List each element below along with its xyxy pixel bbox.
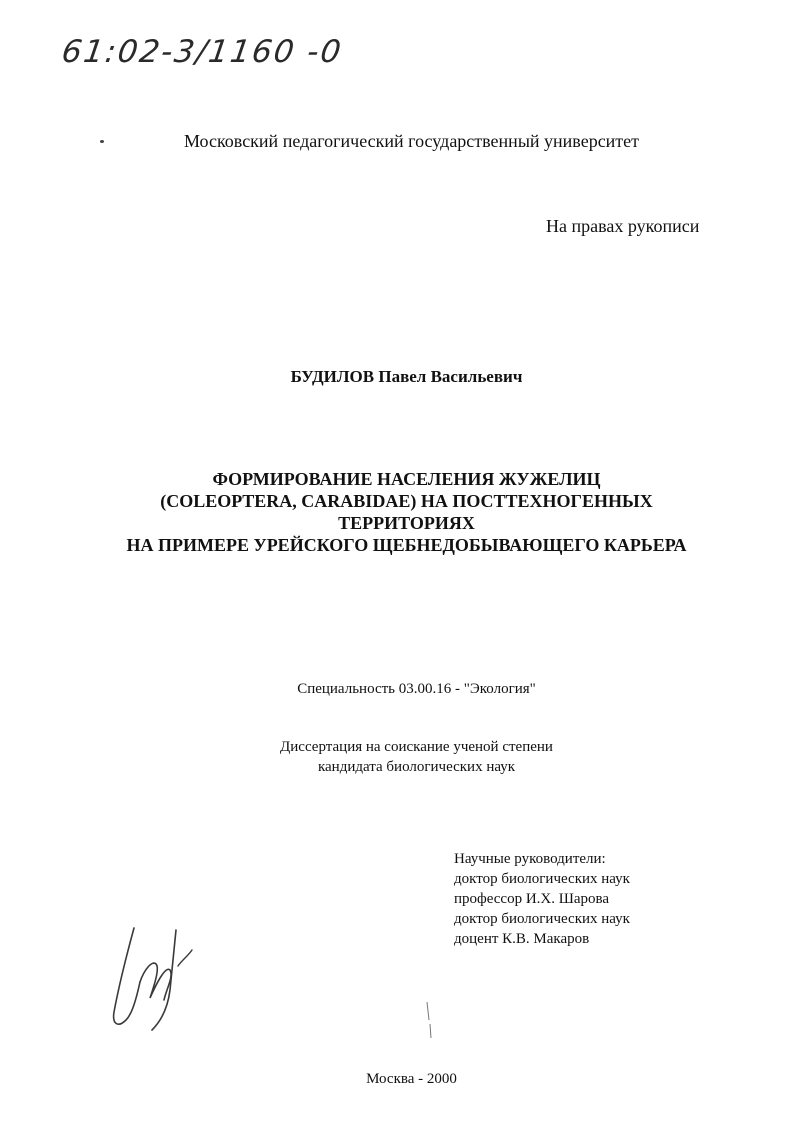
city-and-year: Москва - 2000 bbox=[366, 1071, 457, 1087]
signature-icon bbox=[106, 920, 206, 1035]
scan-mark-stroke bbox=[424, 1000, 434, 1040]
supervisor-line: профессор И.Х. Шарова bbox=[454, 891, 610, 907]
specialty-line: Специальность 03.00.16 - "Экология" bbox=[297, 681, 536, 697]
degree-line: кандидата биологических наук bbox=[317, 759, 516, 775]
university-name: Московский педагогический государственный университет bbox=[183, 131, 640, 151]
supervisor-line: доцент К.В. Макаров bbox=[454, 931, 590, 947]
scientific-supervisors bbox=[454, 849, 630, 949]
title-line: НА ПРИМЕРЕ УРЕЙСКОГО ЩЕБНЕДОБЫВАЮЩЕГО КАРЬЕРА bbox=[126, 535, 687, 555]
title-line: ФОРМИРОВАНИЕ НАСЕЛЕНИЯ ЖУЖЕЛИЦ bbox=[212, 469, 601, 489]
author-name: БУДИЛОВ Павел Васильевич bbox=[290, 367, 523, 386]
supervisors-heading: Научные руководители: bbox=[454, 851, 606, 867]
dissertation-title bbox=[0, 468, 793, 556]
handwritten-shelfmark bbox=[59, 28, 402, 76]
supervisor-line: доктор биологических наук bbox=[454, 911, 630, 927]
manuscript-rights-note: На правах рукописи bbox=[546, 216, 700, 236]
degree-line: Диссертация на соискание ученой степени bbox=[280, 739, 553, 755]
shelfmark-text: 61:02-3/1160 -0 bbox=[59, 34, 345, 70]
degree-statement bbox=[0, 737, 793, 777]
supervisor-line: доктор биологических наук bbox=[454, 871, 630, 887]
title-line: (COLEOPTERA, CARABIDAE) НА ПОСТТЕХНОГЕННЫХ bbox=[160, 491, 653, 511]
title-line: ТЕРРИТОРИЯХ bbox=[338, 513, 475, 533]
